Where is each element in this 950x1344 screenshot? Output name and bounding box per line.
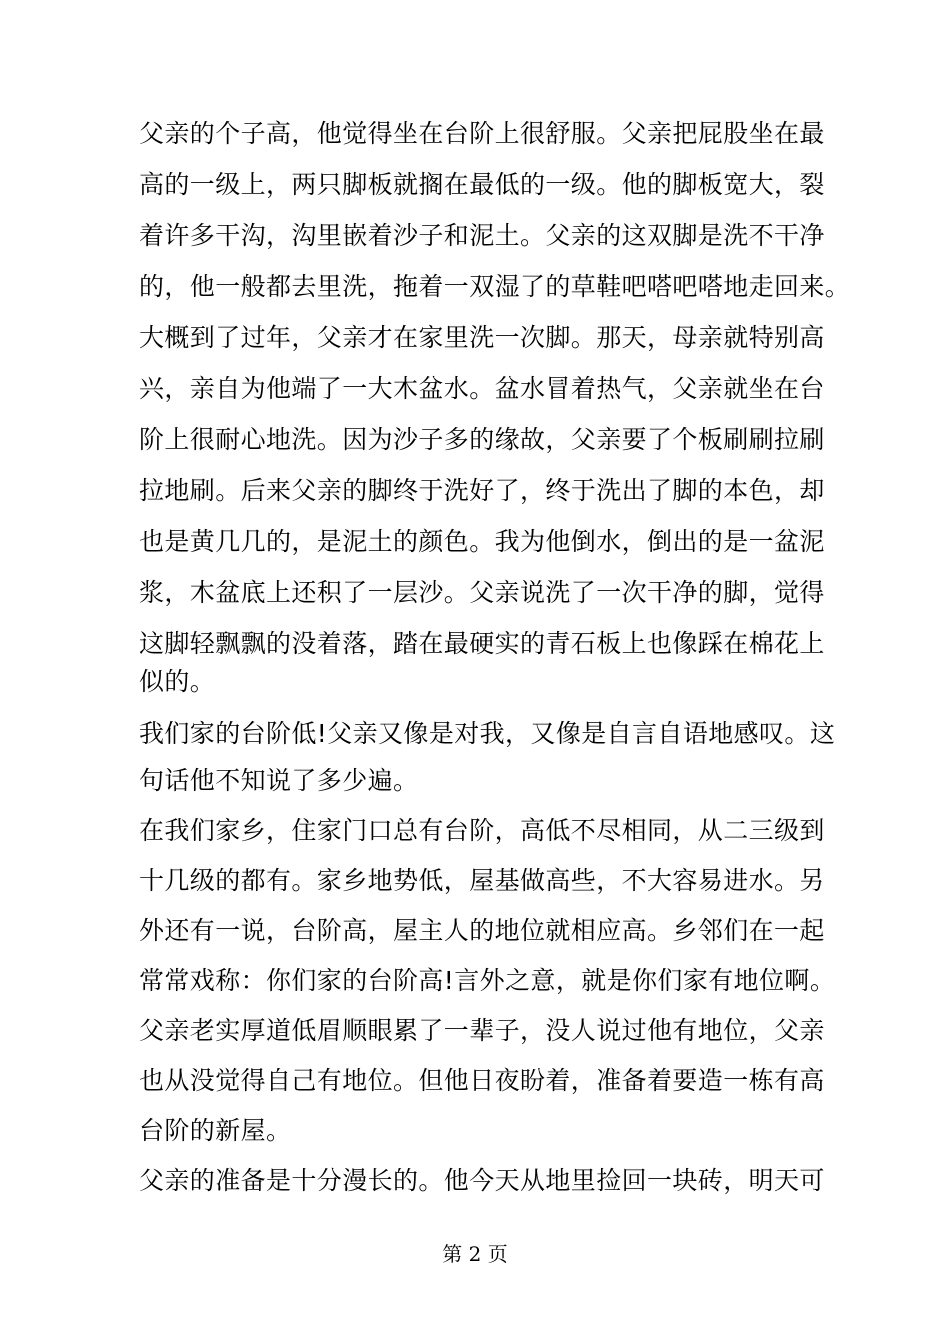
text-line: 父亲老实厚道低眉顺眼累了一辈子，没人说过他有地位，父亲 bbox=[139, 1016, 825, 1045]
text-line: 大概到了过年，父亲才在家里洗一次脚。那天，母亲就特别高 bbox=[139, 323, 825, 352]
text-line: 兴，亲自为他端了一大木盆水。盆水冒着热气，父亲就坐在台 bbox=[139, 374, 825, 403]
text-line: 我们家的台阶低!父亲又像是对我，又像是自言自语地感叹。这 bbox=[139, 719, 836, 748]
text-line: 高的一级上，两只脚板就搁在最低的一级。他的脚板宽大，裂 bbox=[139, 170, 825, 199]
text-line: 句话他不知说了多少遍。 bbox=[139, 766, 419, 795]
text-line: 父亲的个子高，他觉得坐在台阶上很舒服。父亲把屁股坐在最 bbox=[139, 119, 825, 148]
text-line: 十几级的都有。家乡地势低，屋基做高些，不大容易进水。另 bbox=[139, 866, 825, 895]
text-line: 这脚轻飘飘的没着落，踏在最硬实的青石板上也像踩在棉花上 bbox=[139, 629, 825, 658]
text-line: 台阶的新屋。 bbox=[139, 1116, 292, 1145]
text-line: 似的。 bbox=[139, 667, 216, 696]
text-line: 常常戏称：你们家的台阶高!言外之意，就是你们家有地位啊。 bbox=[139, 966, 836, 995]
text-line: 着许多干沟，沟里嵌着沙子和泥土。父亲的这双脚是洗不干净 bbox=[139, 221, 825, 250]
text-line: 父亲的准备是十分漫长的。他今天从地里捡回一块砖，明天可 bbox=[139, 1166, 825, 1195]
text-line: 拉地刷。后来父亲的脚终于洗好了，终于洗出了脚的本色，却 bbox=[139, 476, 825, 505]
text-line: 在我们家乡，住家门口总有台阶，高低不尽相同，从二三级到 bbox=[139, 816, 825, 845]
text-line: 也是黄几几的，是泥土的颜色。我为他倒水，倒出的是一盆泥 bbox=[139, 527, 825, 556]
text-line: 的，他一般都去里洗，拖着一双湿了的草鞋吧嗒吧嗒地走回来。 bbox=[139, 272, 851, 301]
page-number: 第 2 页 bbox=[442, 1242, 508, 1266]
text-line: 阶上很耐心地洗。因为沙子多的缘故，父亲要了个板刷刷拉刷 bbox=[139, 425, 825, 454]
text-line: 也从没觉得自己有地位。但他日夜盼着，准备着要造一栋有高 bbox=[139, 1066, 825, 1095]
text-line: 浆，木盆底上还积了一层沙。父亲说洗了一次干净的脚，觉得 bbox=[139, 578, 825, 607]
text-line: 外还有一说，台阶高，屋主人的地位就相应高。乡邻们在一起 bbox=[139, 916, 825, 945]
